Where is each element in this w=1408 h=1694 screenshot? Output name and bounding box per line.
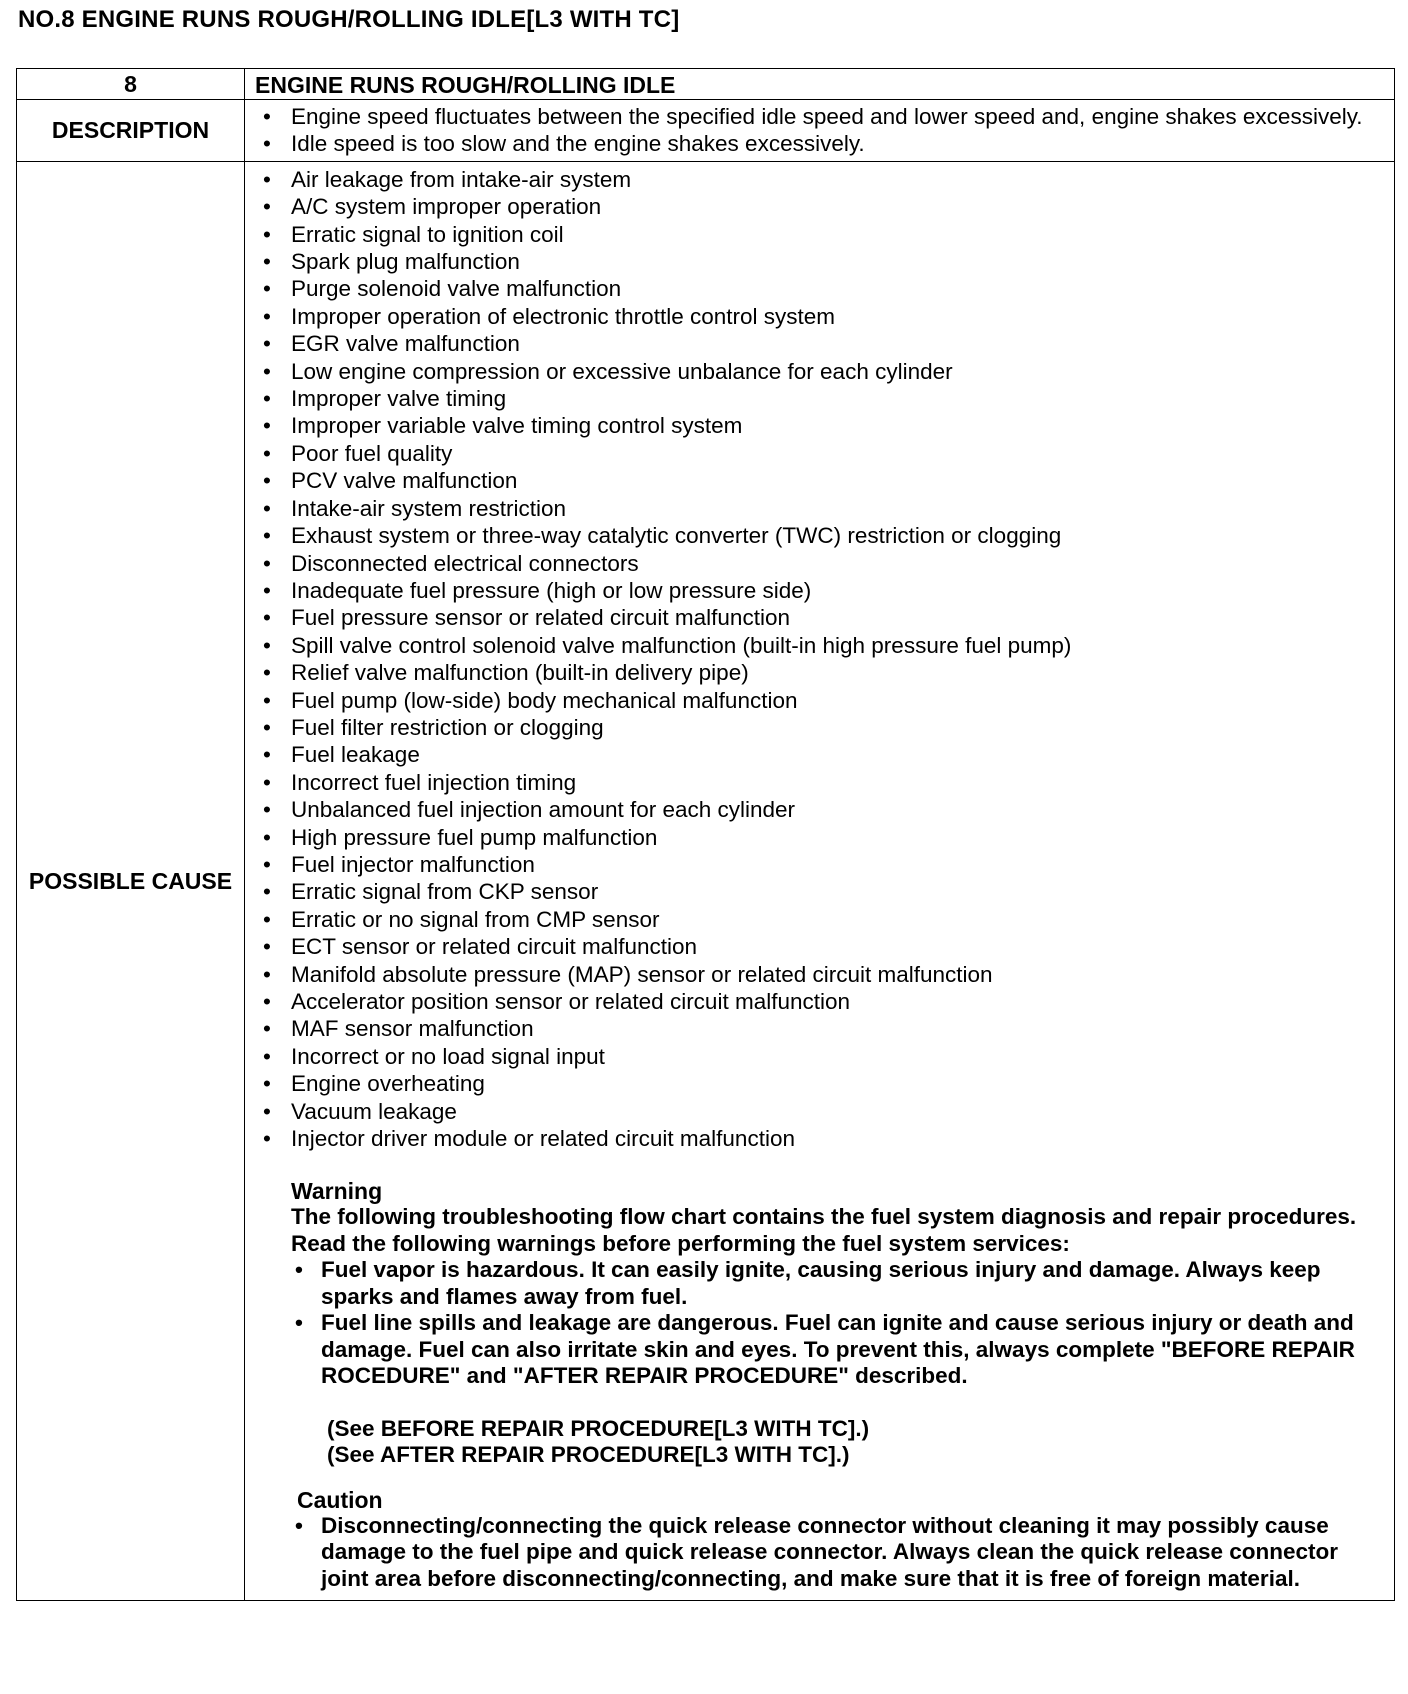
possible-cause-item: • PCV valve malfunction <box>245 467 1394 494</box>
possible-cause-item: • Engine overheating <box>245 1070 1394 1097</box>
possible-cause-cell <box>245 161 1395 1601</box>
possible-cause-item: • Erratic or no signal from CMP sensor <box>245 906 1394 933</box>
table-header-row <box>17 69 1395 100</box>
possible-cause-item: • EGR valve malfunction <box>245 330 1394 357</box>
possible-cause-item: • Air leakage from intake-air system <box>245 166 1394 193</box>
possible-cause-item: • Incorrect fuel injection timing <box>245 769 1394 796</box>
page-title: NO.8 ENGINE RUNS ROUGH/ROLLING IDLE[L3 WITH TC] <box>18 6 680 33</box>
before-repair-reference: (See BEFORE REPAIR PROCEDURE[L3 WITH TC].) <box>327 1415 870 1441</box>
possible-cause-item: • Purge solenoid valve malfunction <box>245 275 1394 302</box>
description-cell <box>245 100 1395 162</box>
possible-cause-item: • Spill valve control solenoid valve malfunction (built-in high pressure fuel pump) <box>245 632 1394 659</box>
warning-item: • Fuel vapor is hazardous. It can easily ignite, causing serious injury and damage. Always keep sparks and flames away from fuel. <box>245 1257 1394 1310</box>
possible-cause-item: • High pressure fuel pump malfunction <box>245 824 1394 851</box>
possible-cause-item: • Exhaust system or three-way catalytic converter (TWC) restriction or clogging <box>245 522 1394 549</box>
possible-cause-item: • Accelerator position sensor or related circuit malfunction <box>245 988 1394 1015</box>
possible-cause-item: • Incorrect or no load signal input <box>245 1043 1394 1070</box>
after-repair-reference: (See AFTER REPAIR PROCEDURE[L3 WITH TC].) <box>327 1442 850 1468</box>
possible-cause-item: • Unbalanced fuel injection amount for each cylinder <box>245 796 1394 823</box>
possible-cause-item: • Spark plug malfunction <box>245 248 1394 275</box>
possible-cause-item: • Vacuum leakage <box>245 1098 1394 1125</box>
possible-cause-item: • Manifold absolute pressure (MAP) sensor or related circuit malfunction <box>245 961 1394 988</box>
possible-cause-item: • Poor fuel quality <box>245 440 1394 467</box>
possible-cause-item: • Improper operation of electronic throttle control system <box>245 303 1394 330</box>
possible-cause-item: • Disconnected electrical connectors <box>245 550 1394 577</box>
diagnosis-table <box>16 68 1395 1601</box>
description-row <box>17 100 1395 162</box>
possible-cause-item: • Improper variable valve timing control system <box>245 412 1394 439</box>
possible-cause-item: • ECT sensor or related circuit malfunction <box>245 933 1394 960</box>
caution-heading: Caution <box>297 1486 383 1513</box>
possible-cause-item: • MAF sensor malfunction <box>245 1015 1394 1042</box>
symptom-number: 8 <box>17 69 245 100</box>
possible-cause-item: • Injector driver module or related circuit malfunction <box>245 1125 1394 1152</box>
possible-cause-label: POSSIBLE CAUSE <box>17 161 245 1601</box>
possible-cause-item: • Fuel pump (low-side) body mechanical malfunction <box>245 687 1394 714</box>
description-label: DESCRIPTION <box>17 100 245 162</box>
description-item: • Engine speed fluctuates between the specified idle speed and lower speed and, engine shakes excessively. <box>245 103 1394 130</box>
caution-list <box>245 1513 1394 1593</box>
possible-cause-item: • Erratic signal to ignition coil <box>245 221 1394 248</box>
warning-list <box>245 1257 1394 1390</box>
possible-cause-item: • Fuel injector malfunction <box>245 851 1394 878</box>
possible-cause-item: • Low engine compression or excessive unbalance for each cylinder <box>245 358 1394 385</box>
possible-cause-list <box>245 166 1394 1153</box>
description-list <box>245 103 1394 158</box>
caution-item: • Disconnecting/connecting the quick release connector without cleaning it may possibly cause damage to the fuel pipe and quick release connector. Always clean the quick release connector joint area before disconnecting/connecting, and make sure that it is free of foreign material. <box>245 1513 1394 1593</box>
possible-cause-item: • A/C system improper operation <box>245 193 1394 220</box>
possible-cause-item: • Inadequate fuel pressure (high or low pressure side) <box>245 577 1394 604</box>
possible-cause-item: • Fuel filter restriction or clogging <box>245 714 1394 741</box>
possible-cause-item: • Relief valve malfunction (built-in delivery pipe) <box>245 659 1394 686</box>
warning-item: • Fuel line spills and leakage are dangerous. Fuel can ignite and cause serious injury or death and damage. Fuel can also irritate skin and eyes. To prevent this, always complete "BEFORE REPAIR ROCEDURE" and "AFTER REPAIR PROCEDURE" described. <box>245 1310 1394 1390</box>
possible-cause-item: • Intake-air system restriction <box>245 495 1394 522</box>
warning-intro: The following troubleshooting flow chart contains the fuel system diagnosis and repair procedures. Read the following warnings before performing the fuel system services: <box>291 1204 1357 1256</box>
warning-heading: Warning <box>291 1178 383 1205</box>
possible-cause-item: • Improper valve timing <box>245 385 1394 412</box>
symptom-title: ENGINE RUNS ROUGH/ROLLING IDLE <box>245 69 1395 100</box>
description-item: • Idle speed is too slow and the engine shakes excessively. <box>245 130 1394 157</box>
possible-cause-item: • Fuel pressure sensor or related circuit malfunction <box>245 604 1394 631</box>
possible-cause-row <box>17 161 1395 1601</box>
possible-cause-item: • Erratic signal from CKP sensor <box>245 878 1394 905</box>
possible-cause-item: • Fuel leakage <box>245 741 1394 768</box>
